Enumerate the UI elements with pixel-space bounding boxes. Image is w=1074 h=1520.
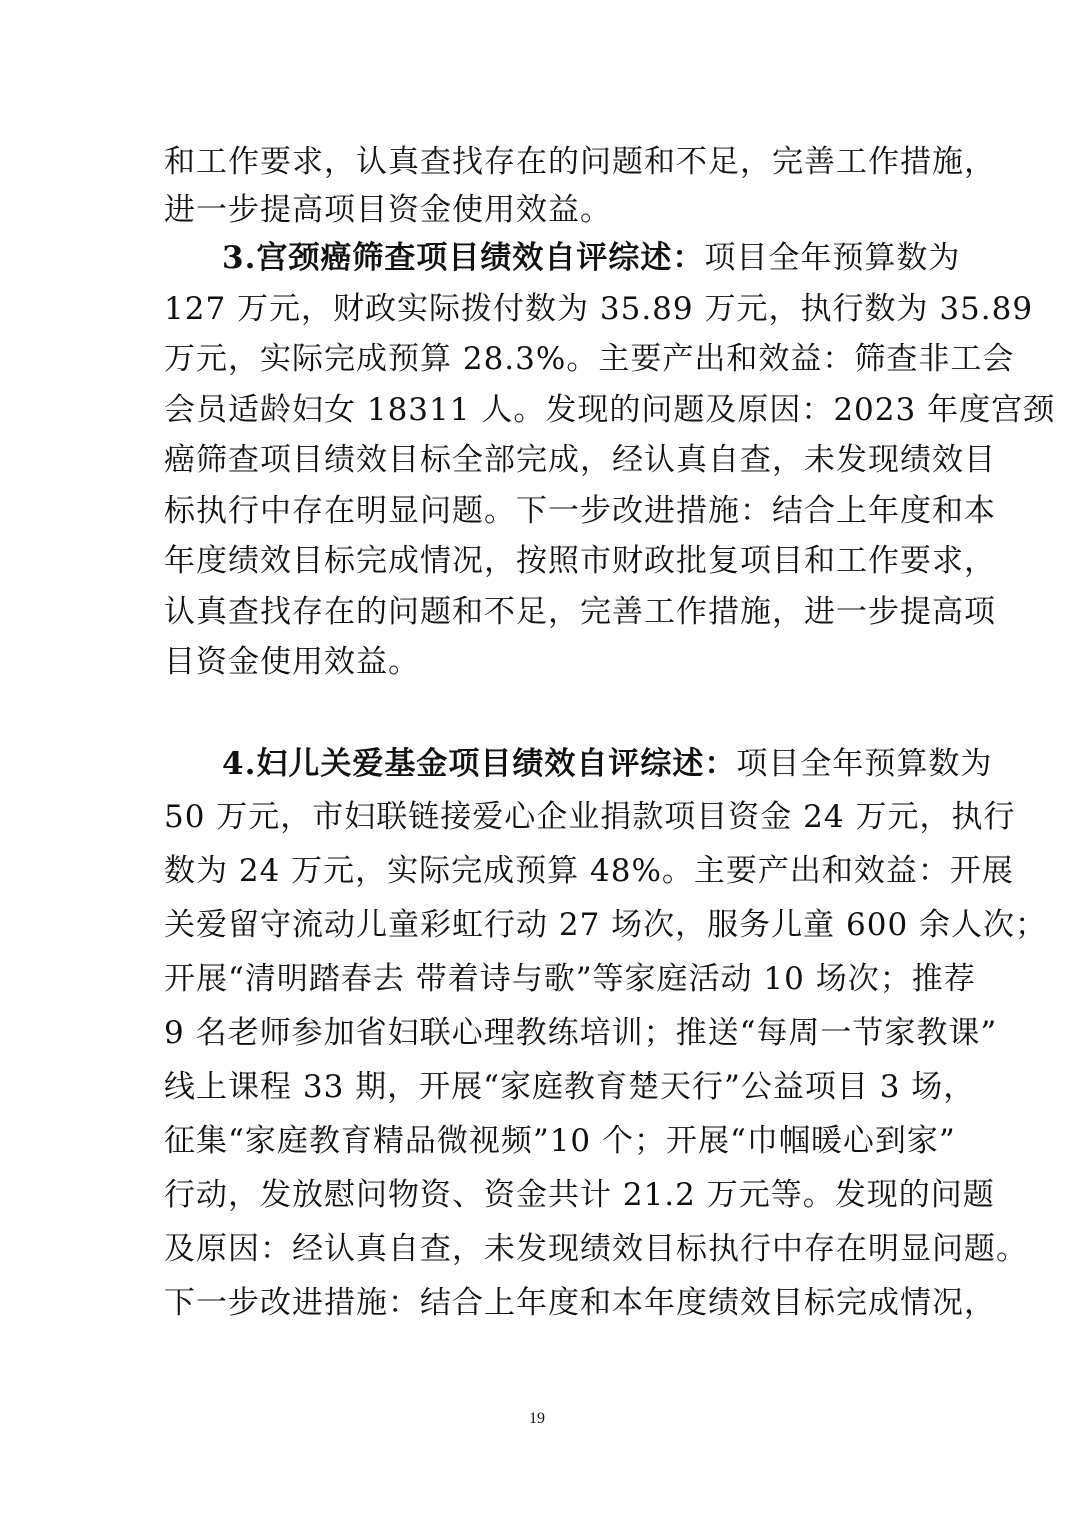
text-line: 127 万元，财政实际拨付数为 35.89 万元，执行数为 35.89 [164, 291, 1034, 327]
text-line: 开展“清明踏春去 带着诗与歌”等家庭活动 10 场次；推荐 [164, 961, 976, 997]
text-line: 数为 24 万元，实际完成预算 48%。主要产出和效益：开展 [164, 853, 1014, 889]
text-line: 征集“家庭教育精品微视频”10 个；开展“巾帼暖心到家” [164, 1123, 956, 1159]
text-line: 关爱留守流动儿童彩虹行动 27 场次，服务儿童 600 余人次； [164, 907, 1048, 943]
text-line: 会员适龄妇女 18311 人。发现的问题及原因：2023 年度宫颈 [164, 392, 1056, 428]
text-line: 50 万元，市妇联链接爱心企业捐款项目资金 24 万元，执行 [164, 799, 1016, 835]
text-line: 线上课程 33 期，开展“家庭教育楚天行”公益项目 3 场， [164, 1069, 976, 1105]
section-3-first-line [222, 238, 960, 278]
text-line: 9 名老师参加省妇联心理教练培训；推送“每周一节家教课” [164, 1015, 998, 1051]
text-line: 和工作要求，认真查找存在的问题和不足，完善工作措施， [164, 144, 996, 180]
text-line: 及原因：经认真自查，未发现绩效目标执行中存在明显问题。 [164, 1231, 1028, 1267]
text-line: 年度绩效目标完成情况，按照市财政批复项目和工作要求， [164, 543, 996, 579]
section-4-heading: 4.妇儿关爱基金项目绩效自评综述： [222, 746, 737, 782]
text-line: 下一步改进措施：结合上年度和本年度绩效目标完成情况， [164, 1285, 996, 1321]
page-number: 19 [529, 1410, 545, 1427]
section-4-first-line-text: 项目全年预算数为 [736, 746, 993, 782]
section-3-heading: 3.宫颈癌筛查项目绩效自评综述： [222, 240, 705, 276]
text-line: 认真查找存在的问题和不足，完善工作措施，进一步提高项 [164, 594, 996, 630]
section-4-first-line [222, 744, 992, 784]
text-line: 万元，实际完成预算 28.3%。主要产出和效益：筛查非工会 [164, 341, 1015, 377]
text-line: 行动，发放慰问物资、资金共计 21.2 万元等。发现的问题 [164, 1177, 995, 1213]
text-line: 标执行中存在明显问题。下一步改进措施：结合上年度和本 [164, 493, 996, 529]
text-line: 进一步提高项目资金使用效益。 [164, 192, 612, 228]
section-3-first-line-text: 项目全年预算数为 [704, 240, 961, 276]
text-line: 癌筛查项目绩效目标全部完成，经认真自查，未发现绩效目 [164, 442, 996, 478]
text-line: 目资金使用效益。 [164, 644, 420, 680]
